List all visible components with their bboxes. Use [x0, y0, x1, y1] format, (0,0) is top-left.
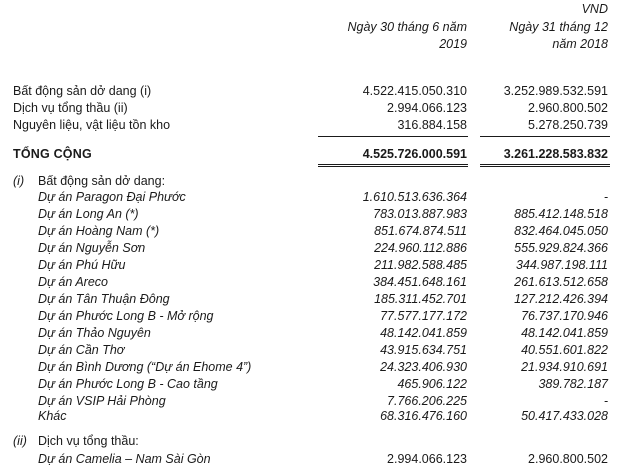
value-2018: 2.960.800.502 [528, 101, 608, 115]
value-2019: 316.884.158 [397, 118, 467, 132]
value-2018: 2.960.800.502 [528, 452, 608, 466]
value-2019: 24.323.406.930 [380, 360, 467, 374]
table-row [0, 189, 630, 205]
project-name: Dự án Areco [38, 275, 108, 289]
value-2018: 261.613.512.658 [514, 275, 608, 289]
table-row [0, 274, 630, 290]
value-2019: 185.311.452.701 [374, 292, 467, 306]
table-row [0, 451, 630, 467]
project-name: Khác [38, 409, 67, 423]
value-2018: - [603, 190, 608, 204]
table-row [0, 342, 630, 358]
project-name: Dự án Phước Long B - Cao tầng [38, 377, 218, 391]
value-2018: 21.934.910.691 [521, 360, 608, 374]
value-2019: 48.142.041.859 [380, 326, 467, 340]
section-ii-heading [0, 433, 630, 449]
table-row [0, 240, 630, 256]
section-i-title: Bất động sản dở dang: [38, 174, 166, 188]
project-name: Dự án Paragon Đại Phước [38, 190, 186, 204]
project-name: Dự án Long An (*) [38, 207, 139, 221]
value-2018: 832.464.045.050 [514, 224, 608, 238]
summary-row-contracting [0, 100, 630, 116]
project-name: Dự án Phú Hữu [38, 258, 126, 272]
value-2018: 555.929.824.366 [514, 241, 608, 255]
value-2018: 76.737.170.946 [521, 309, 608, 323]
section-ii-prefix: (ii) [13, 434, 27, 448]
total-rule-2019 [318, 164, 468, 167]
value-2019: 2.994.066.123 [387, 101, 467, 115]
value-2019: 43.915.634.751 [380, 343, 467, 357]
row-label: Dịch vụ tổng thầu (ii) [13, 101, 128, 115]
column-header-2018-line1: Ngày 31 tháng 12 [509, 20, 608, 34]
project-name: Dự án Hoàng Nam (*) [38, 224, 160, 238]
section-i-heading [0, 173, 630, 189]
project-name: Dự án Nguyễn Sơn [38, 241, 146, 255]
value-2018: 885.412.148.518 [514, 207, 608, 221]
project-name: Dự án Thảo Nguyên [38, 326, 151, 340]
value-2019: 211.982.588.485 [374, 258, 467, 272]
project-name: Dự án VSIP Hải Phòng [38, 394, 166, 408]
subtotal-rule-2019 [318, 136, 468, 137]
value-2018: 48.142.041.859 [521, 326, 608, 340]
row-label: Bất động sản dở dang (i) [13, 84, 152, 98]
value-2019: 465.906.122 [397, 377, 467, 391]
subtotal-rule-2018 [480, 136, 610, 137]
value-2019: 1.610.513.636.364 [362, 190, 467, 204]
table-row [0, 393, 630, 409]
project-name: Dự án Cần Thơ [38, 343, 125, 357]
summary-row-wip-real-estate [0, 83, 630, 99]
value-2018: 127.212.426.394 [514, 292, 608, 306]
total-rule-2018 [480, 164, 610, 167]
table-row [0, 291, 630, 307]
value-2019: 2.994.066.123 [387, 452, 467, 466]
total-label: TỔNG CỘNG [13, 147, 92, 161]
table-row [0, 325, 630, 341]
value-2019: 851.674.874.511 [374, 224, 467, 238]
row-label: Nguyên liệu, vật liệu tồn kho [13, 118, 171, 132]
total-row [0, 146, 630, 162]
value-2019: 7.766.206.225 [387, 394, 467, 408]
value-2018: 40.551.601.822 [521, 343, 608, 357]
table-row [0, 376, 630, 392]
table-row [0, 257, 630, 273]
total-value-2019: 4.525.726.000.591 [362, 147, 467, 161]
value-2018: 389.782.187 [538, 377, 608, 391]
project-name: Dự án Tân Thuận Đông [38, 292, 170, 306]
table-row [0, 359, 630, 375]
column-header-2018-line2: năm 2018 [552, 37, 608, 51]
value-2019: 384.451.648.161 [373, 275, 467, 289]
table-row [0, 408, 630, 424]
project-name: Dự án Phước Long B - Mở rộng [38, 309, 214, 323]
table-row [0, 308, 630, 324]
value-2018: 50.417.433.028 [521, 409, 608, 423]
currency-label: VND [581, 2, 608, 16]
value-2019: 224.960.112.886 [374, 241, 467, 255]
project-name: Dự án Camelia – Nam Sài Gòn [38, 452, 211, 466]
value-2019: 4.522.415.050.310 [362, 84, 467, 98]
value-2019: 68.316.476.160 [380, 409, 467, 423]
column-header-2019 [327, 19, 467, 53]
column-header-2018 [468, 19, 608, 53]
value-2019: 77.577.177.172 [380, 309, 467, 323]
section-i-prefix: (i) [13, 174, 25, 188]
value-2018: - [603, 394, 608, 408]
value-2019: 783.013.887.983 [373, 207, 467, 221]
table-row [0, 223, 630, 239]
summary-row-materials [0, 117, 630, 133]
project-name: Dự án Bình Dương (“Dự án Ehome 4”) [38, 360, 252, 374]
value-2018: 5.278.250.739 [528, 118, 608, 132]
section-ii-title: Dịch vụ tổng thầu: [38, 434, 139, 448]
value-2018: 3.252.989.532.591 [503, 84, 608, 98]
table-row [0, 206, 630, 222]
column-header-2019-line1: Ngày 30 tháng 6 năm [347, 20, 467, 34]
value-2018: 344.987.198.111 [516, 258, 608, 272]
column-header-2019-line2: 2019 [439, 37, 467, 51]
total-value-2018: 3.261.228.583.832 [503, 147, 608, 161]
